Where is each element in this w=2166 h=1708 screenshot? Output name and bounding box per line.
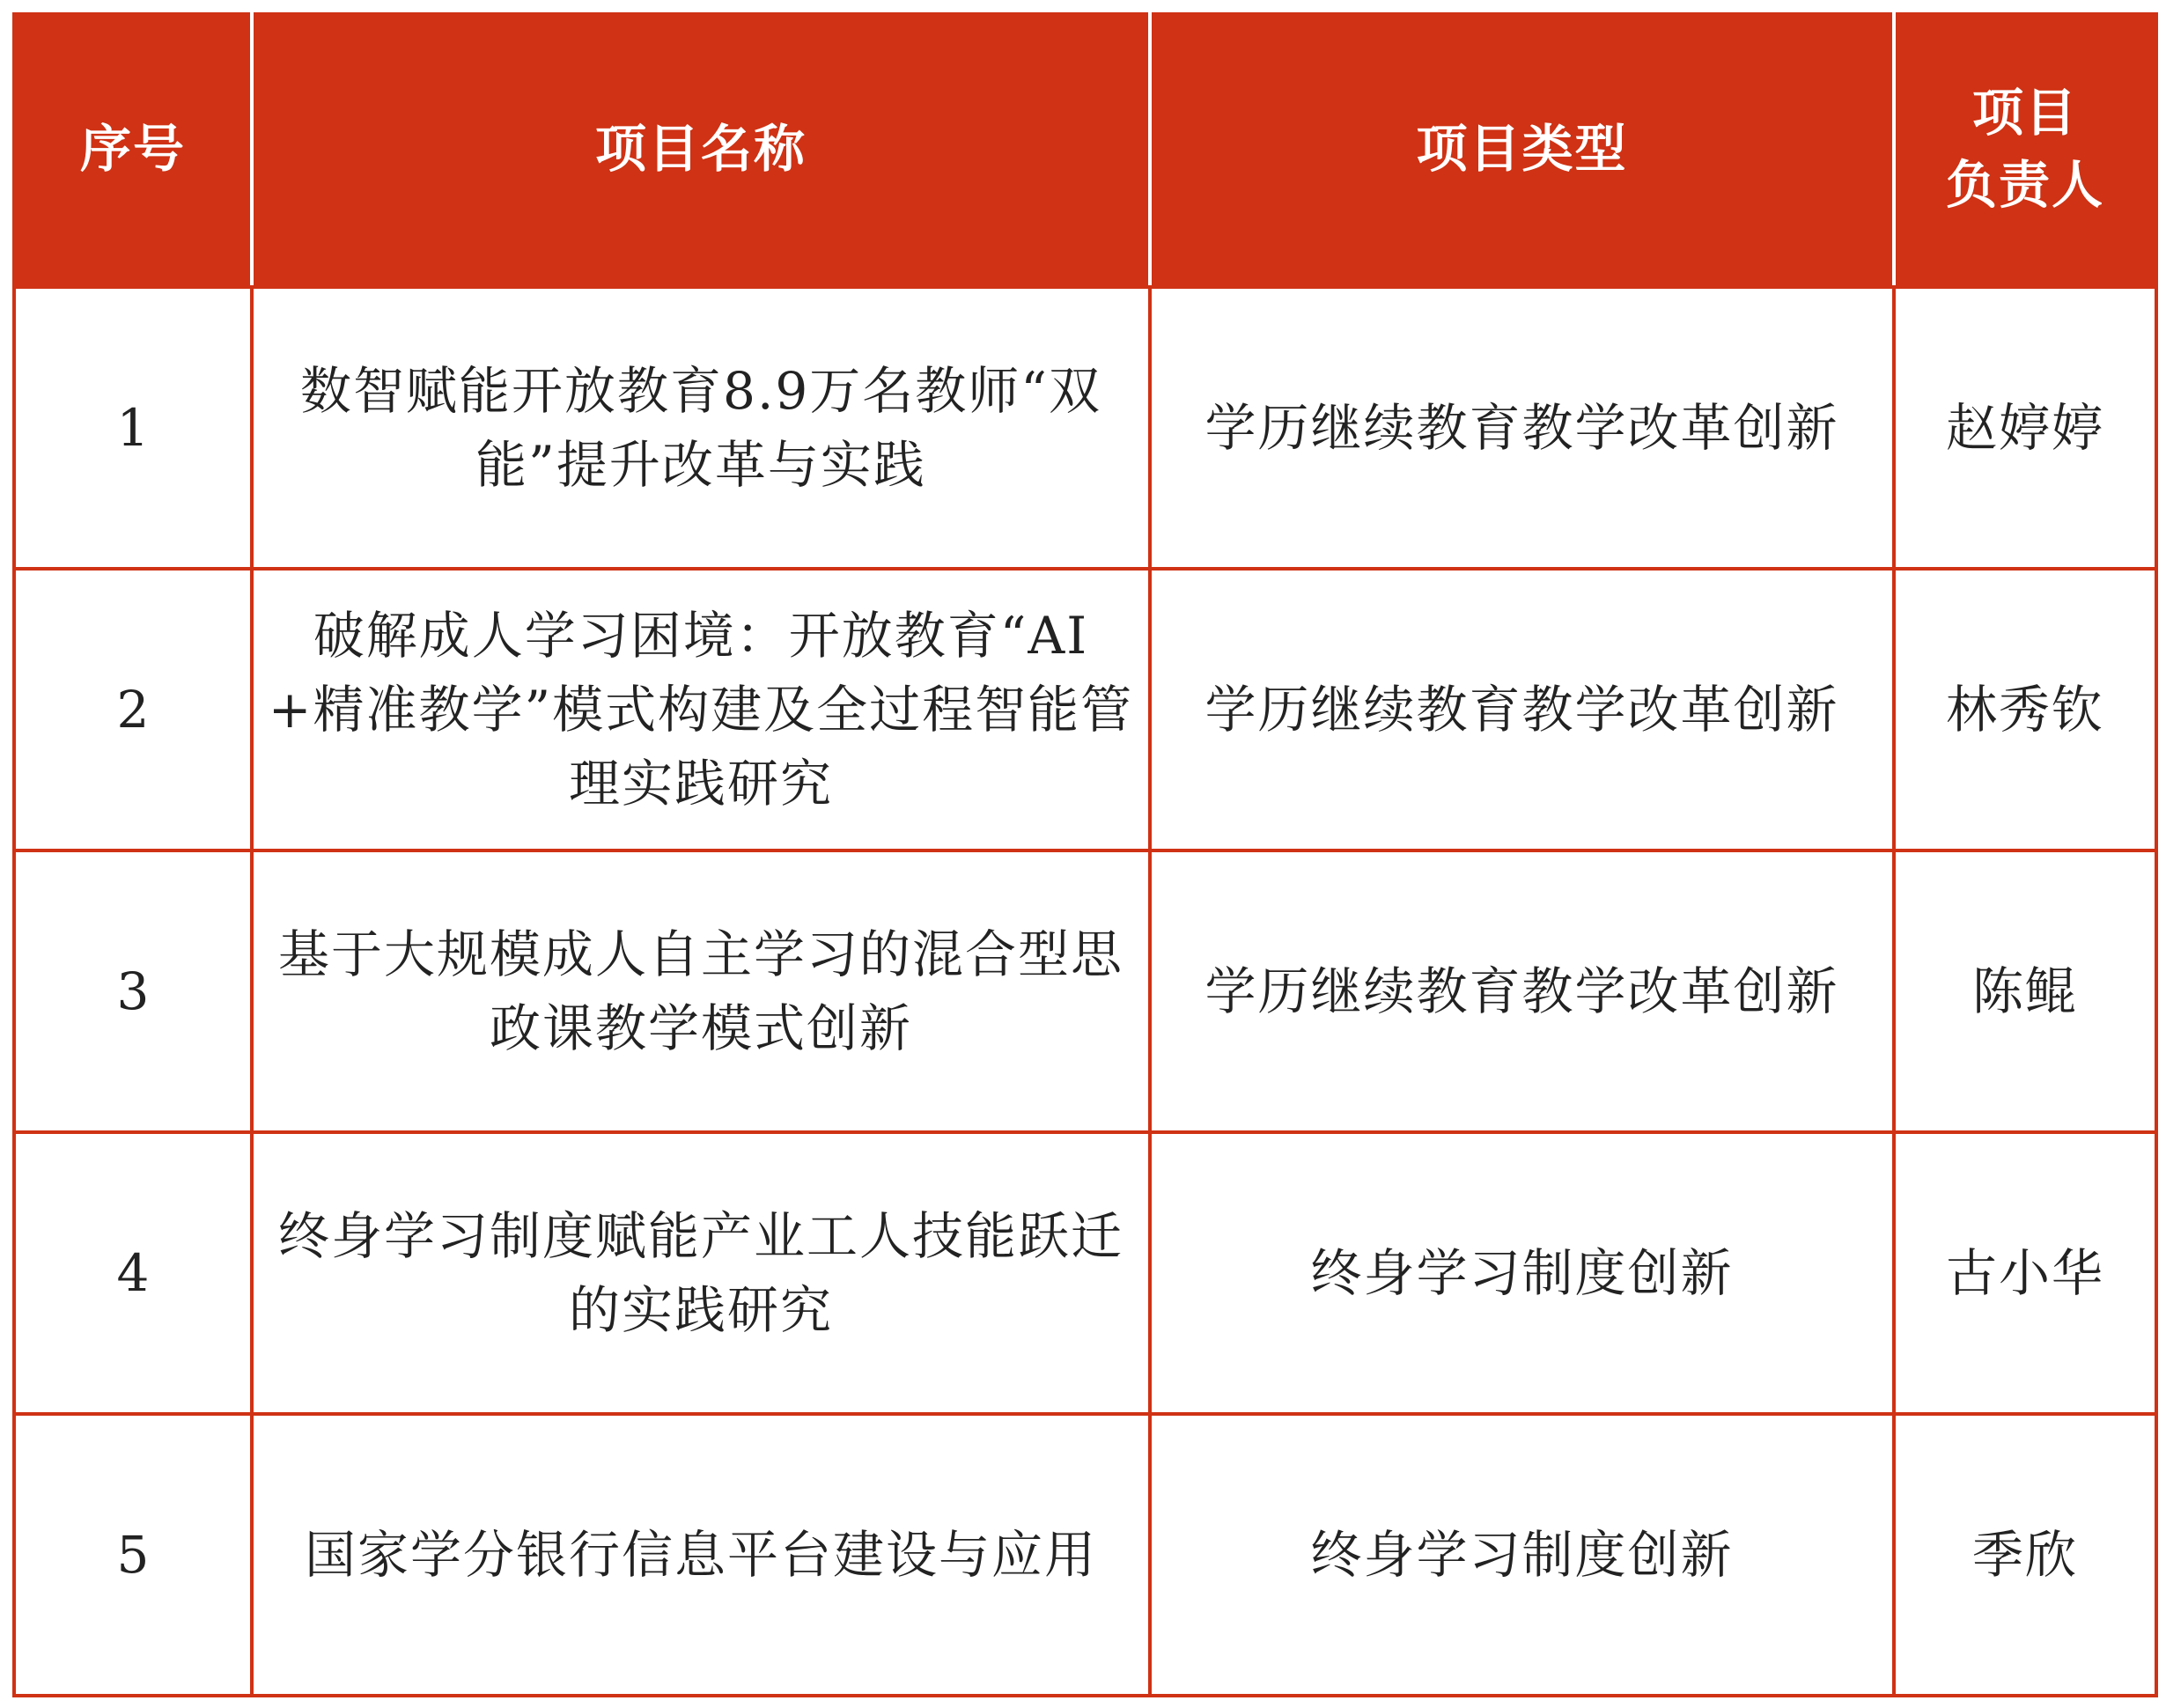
header-project-type: 项目类型 <box>1150 12 1894 287</box>
cell-seq: 2 <box>14 569 252 850</box>
project-table <box>12 12 2158 1697</box>
header-leader-line1: 项目 <box>1971 83 2078 143</box>
project-table-container <box>12 12 2155 1697</box>
table-row <box>14 850 2156 1132</box>
cell-project-name: 破解成人学习困境：开放教育“AI+精准教学”模式构建及全过程智能管理实践研究 <box>252 569 1150 850</box>
cell-project-leader: 陈鲲 <box>1894 850 2156 1132</box>
cell-project-leader: 古小华 <box>1894 1132 2156 1414</box>
cell-project-type: 学历继续教育教学改革创新 <box>1150 287 1894 569</box>
cell-project-name: 国家学分银行信息平台建设与应用 <box>252 1414 1150 1696</box>
header-project-name: 项目名称 <box>252 12 1150 287</box>
cell-project-name: 终身学习制度赋能产业工人技能跃迁的实践研究 <box>252 1132 1150 1414</box>
table-header-row <box>14 12 2156 287</box>
table-row <box>14 1132 2156 1414</box>
header-leader-line2: 负责人 <box>1945 155 2104 215</box>
cell-seq: 4 <box>14 1132 252 1414</box>
cell-project-name: 数智赋能开放教育8.9万名教师“双能”提升改革与实践 <box>252 287 1150 569</box>
cell-project-type: 学历继续教育教学改革创新 <box>1150 569 1894 850</box>
cell-seq: 1 <box>14 287 252 569</box>
table-row <box>14 287 2156 569</box>
table-row <box>14 569 2156 850</box>
cell-project-type: 学历继续教育教学改革创新 <box>1150 850 1894 1132</box>
cell-project-type: 终身学习制度创新 <box>1150 1414 1894 1696</box>
header-seq: 序号 <box>14 12 252 287</box>
cell-seq: 3 <box>14 850 252 1132</box>
cell-project-leader: 季欣 <box>1894 1414 2156 1696</box>
table-row <box>14 1414 2156 1696</box>
cell-seq: 5 <box>14 1414 252 1696</box>
cell-project-leader: 林秀钦 <box>1894 569 2156 850</box>
cell-project-name: 基于大规模成人自主学习的混合型思政课教学模式创新 <box>252 850 1150 1132</box>
cell-project-type: 终身学习制度创新 <box>1150 1132 1894 1414</box>
header-project-leader <box>1894 12 2156 287</box>
cell-project-leader: 赵婷婷 <box>1894 287 2156 569</box>
